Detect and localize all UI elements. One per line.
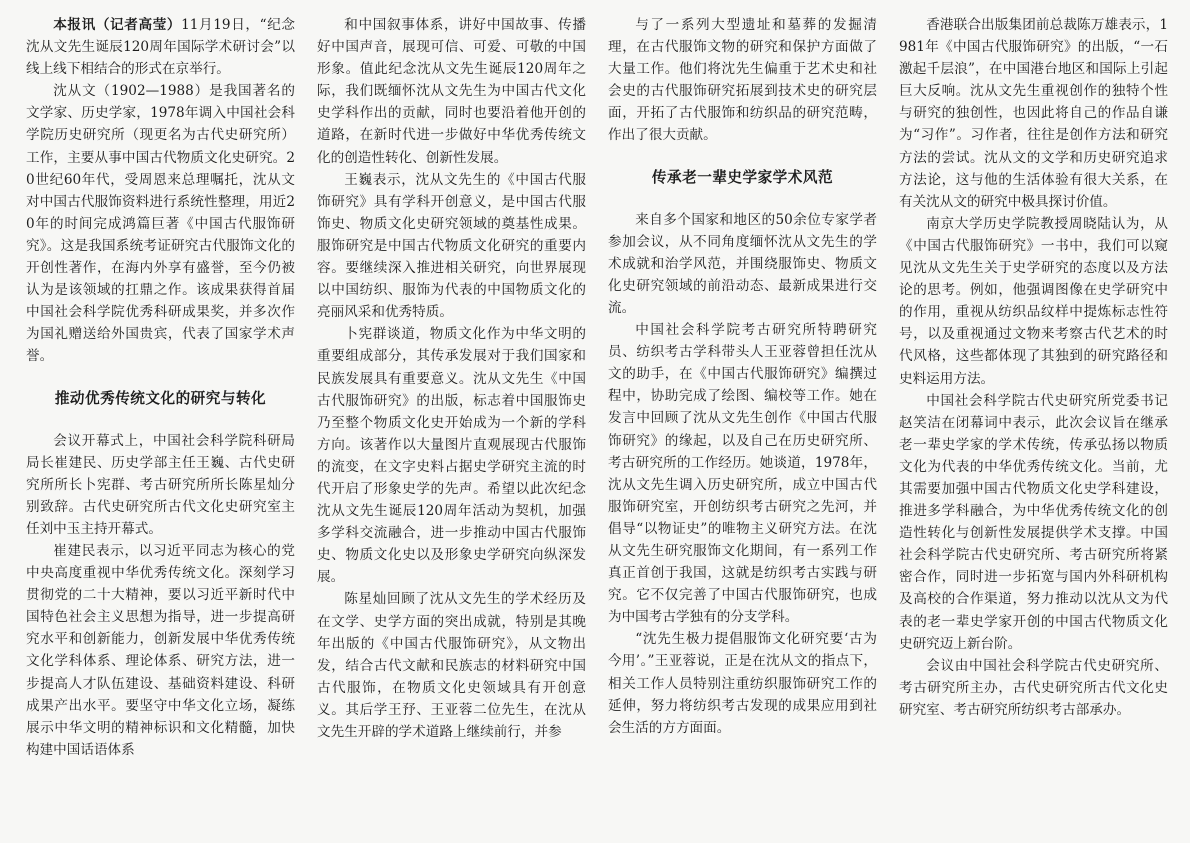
section-heading: 推动优秀传统文化的研究与转化 bbox=[54, 389, 267, 407]
paragraph: 王巍表示，沈从文先生的《中国古代服饰研究》具有学科开创意义，是中国古代服饰史、物质文化史研究领域的奠基性成果。服饰研究是中国古代物质文化研究的重要内容。要继续深入推进相关研究，向世界展现以中国纺织、服饰为代表的中国物质文化的亮丽风采和优秀特质。 bbox=[317, 171, 586, 321]
paragraph: 中国社会科学院考古研究所特聘研究员、纺织考古学科带头人王亚蓉曾担任沈从文的助手，在《中国古代服饰研究》编撰过程中，协助完成了绘图、编校等工作。她在发言中回顾了沈从文先生创作《中国古代服饰研究》的缘起，以及自己在历史研究所、考古研究所的工作经历。她谈道，1978年，沈从文先生调入历史研究所，成立中国古代服饰研究室，开创纺织考古研究之先河，并倡导“以物证史”的唯物主义研究方法。在沈从文先生研究服饰文化期间，有一系列工作真正首创于我国，这就是纺织考古实践与研究。它不仅完善了中国古代服饰研究，也成为中国考古学独有的分支学科。 bbox=[608, 322, 877, 626]
paragraph: 崔建民表示，以习近平同志为核心的党中央高度重视中华优秀传统文化。深刻学习贯彻党的二十大精神，要以习近平新时代中国特色社会主义思想为指导，进一步提高研究水平和创新能力，创新发展中华优秀传统文化学科体系、理论体系、研究方法，进一步提高人才队伍建设、基础资料建设、科研成果产出水平。要坚守中华文化立场，凝练展示中华文明的精神标识和文化精髓，加快构建中国话语体系 bbox=[26, 542, 295, 758]
column-1 bbox=[26, 14, 295, 833]
paragraph: 沈从文（1902—1988）是我国著名的文学家、历史学家，1978年调入中国社会科学院历史研究所（现更名为古代史研究所）工作，主要从事中国古代物质文化史研究。20世纪60年代，受周恩来总理嘱托，沈从文对中国古代服饰资料进行系统性整理，用近20年的时间完成鸿篇巨著《中国古代服饰研究》。这是我国系统考证研究古代服饰文化的开创性著作，在海内外享有盛誉，至今仍被认为是该领域的扛鼎之作。该成果获得首届中国社会科学院优秀科研成果奖，并多次作为国礼赠送给外国贵宾，代表了国家学术声誉。 bbox=[26, 83, 295, 365]
paragraph: 会议开幕式上，中国社会科学院科研局局长崔建民、历史学部主任王巍、古代史研究所所长卜宪群、考古研究所所长陈星灿分别致辞。古代史研究所古代文化史研究室主任刘中玉主持开幕式。 bbox=[26, 432, 295, 537]
paragraph: 和中国叙事体系，讲好中国故事、传播好中国声音，展现可信、可爱、可敬的中国形象。值此纪念沈从文先生诞辰120周年之际，我们既缅怀沈从文先生为中国古代文化史学科作出的贡献，同时也要沿着他开创的道路，在新时代进一步做好中华优秀传统文化的创造性转化、创新性发展。 bbox=[317, 17, 586, 166]
column-2 bbox=[317, 14, 586, 833]
paragraph: 中国社会科学院古代史研究所党委书记赵笑洁在闭幕词中表示，此次会议旨在继承老一辈史学家的学术传统，传承弘扬以物质文化为代表的中华优秀传统文化。当前，尤其需要加强中国古代物质文化史学科建设，推进多学科融合，为中华优秀传统文化的创造性转化与创新性发展提供学术支撑。中国社会科学院古代史研究所、考古研究所将紧密合作，同时进一步拓宽与国内外科研机构及高校的合作渠道，努力推动以沈从文为代表的老一辈史学家开创的中国古代物质文化史研究迈上新台阶。 bbox=[899, 392, 1168, 652]
column-4 bbox=[899, 14, 1168, 833]
paragraph: “沈先生极力提倡服饰文化研究要‘古为今用’。”王亚蓉说，正是在沈从文的指点下，相关工作人员特别注重纺织服饰研究工作的延伸，努力将纺织考古发现的成果应用到社会生活的方方面面。 bbox=[608, 631, 877, 736]
lead-paragraph bbox=[26, 14, 295, 80]
paragraph: 南京大学历史学院教授周晓陆认为，从《中国古代服饰研究》一书中，我们可以窥见沈从文先生关于史学研究的态度以及方法论的思考。例如，他强调图像在史学研究中的作用，重视从纺织品纹样中提炼标志性符号，以及重视通过文物来考察古代艺术的时代风格，这些都体现了其独到的研究路径和史料运用方法。 bbox=[899, 215, 1168, 387]
section-heading: 传承老一辈史学家学术风范 bbox=[651, 168, 834, 186]
paragraph: 来自多个国家和地区的50余位专家学者参加会议，从不同角度缅怀沈从文先生的学术成就和治学风范，并围绕服饰史、物质文化史研究领域的前沿动态、最新成果进行交流。 bbox=[608, 211, 877, 316]
paragraph: 与了一系列大型遗址和墓葬的发掘清理，在古代服饰文物的研究和保护方面做了大量工作。他们将沈先生偏重于艺术史和社会史的古代服饰研究拓展到技术史的研究层面，开拓了古代服饰和纺织品的研究范畴，作出了很大贡献。 bbox=[608, 17, 877, 144]
byline: 本报讯（记者高莹） bbox=[53, 17, 182, 33]
lead-text: 11月19日，“纪念沈从文先生诞辰120周年国际学术研讨会”以线上线下相结合的形式在京举行。 bbox=[26, 17, 296, 78]
paragraph: 卜宪群谈道，物质文化作为中华文明的重要组成部分，其传承发展对于我们国家和民族发展具有重要意义。沈从文先生《中国古代服饰研究》的出版，标志着中国服饰史乃至整个物质文化史开始成为一个新的学科方向。该著作以大量图片直观展现古代服饰的流变，在文字史料占据史学研究主流的时代开启了形象史学的先声。希望以此次纪念沈从文先生诞辰120周年活动为契机，加强多学科交流融合，进一步推动中国古代服饰史、物质文化史以及形象史学研究向纵深发展。 bbox=[317, 326, 586, 586]
column-3 bbox=[608, 14, 877, 833]
paragraph: 会议由中国社会科学院古代史研究所、考古研究所主办，古代史研究所古代文化史研究室、考古研究所纺织考古部承办。 bbox=[899, 657, 1168, 718]
paragraph: 陈星灿回顾了沈从文先生的学术经历及在文学、史学方面的突出成就，特别是其晚年出版的《中国古代服饰研究》，从文物出发，结合古代文献和民族志的材料研究中国古代服饰，在物质文化史领域具有开创意义。其后学王㐨、王亚蓉二位先生，在沈从文先生开辟的学术道路上继续前行，并参 bbox=[317, 591, 586, 740]
paragraph: 香港联合出版集团前总裁陈万雄表示，1981年《中国古代服饰研究》的出版，“一石激起千层浪”，在中国港台地区和国际上引起巨大反响。沈从文先生重视创作的独特个性与研究的独创性，也因此将自己的作品自谦为“习作”。习作者，往往是创作方法和研究方法的尝试。沈从文的文学和历史研究追求方法论，这与他的生活体验有很大关系，在有关沈从文的研究中极具探讨价值。 bbox=[899, 17, 1168, 210]
